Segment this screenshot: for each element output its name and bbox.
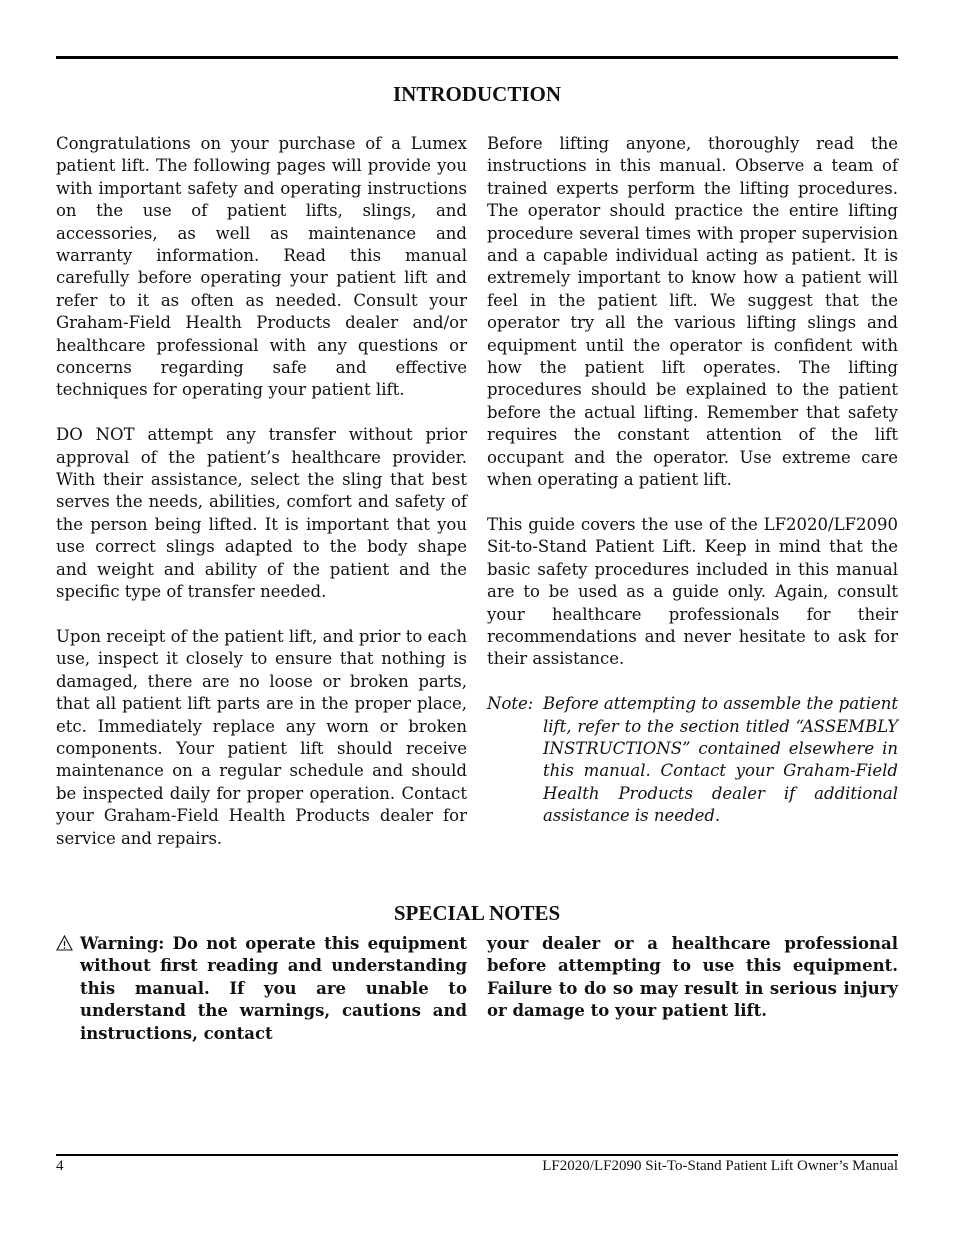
- intro-paragraph-5: This guide covers the use of the LF2020/LF2090 Sit-to-Stand Patient Lift. Keep in mind that the basic safety procedures included in this manual are to be used as a guide only. Again, consult your healthcare professionals for their recommendations and never hesitate to ask for their assistance.: [487, 514, 898, 669]
- page-number: 4: [56, 1158, 64, 1174]
- warning-right-column: [487, 933, 898, 1023]
- footer-title: LF2020/LF2090 Sit-To-Stand Patient Lift Owner’s Manual: [542, 1158, 898, 1174]
- intro-paragraph-1: Congratulations on your purchase of a Lumex patient lift. The following pages will provide you with important safety and operating instructions on the use of patient lifts, slings, and accessories, as well as maintenance and warranty information. Read this manual carefully before operating your patient lift and refer to it as often as needed. Consult your Graham-Field Health Products dealer and/or healthcare professional with any questions or concerns regarding safe and effective techniques for operating your patient lift.: [56, 134, 467, 400]
- note-label: Note:: [487, 694, 534, 714]
- intro-right-column: [487, 133, 898, 828]
- warning-left-column: [56, 933, 467, 1045]
- warning-text-right: your dealer or a healthcare professional before attempting to use this equipment. Failure to do so may result in serious injury or damage to your patient lift.: [487, 934, 898, 1021]
- intro-paragraph-3: Upon receipt of the patient lift, and prior to each use, inspect it closely to ensure that nothing is damaged, there are no loose or broken parts, that all patient lift parts are in the proper place, etc. Immediately replace any worn or broken components. Your patient lift should receive maintenance on a regular schedule and should be inspected daily for proper operation. Contact your Graham-Field Health Products dealer for service and repairs.: [56, 626, 467, 848]
- warning-text-left: Warning: Do not operate this equipment without first reading and understanding this manual. If you are unable to understand the warnings, cautions and instructions, contact: [80, 934, 467, 1043]
- intro-paragraph-4: Before lifting anyone, thoroughly read the instructions in this manual. Observe a team of trained experts perform the lifting procedures. The operator should practice the entire lifting procedure several times with proper supervision and a capable individual acting as patient. It is extremely important to know how a patient will feel in the patient lift. We suggest that the operator try all the various lifting slings and equipment until the operator is confident with how the patient lift operates. The lifting procedures should be explained to the patient before the actual lifting. Remember that safety requires the constant attention of the lift occupant and the operator. Use extreme care when operating a patient lift.: [487, 134, 898, 490]
- intro-left-column: [56, 133, 467, 872]
- intro-paragraph-2: DO NOT attempt any transfer without prior approval of the patient’s healthcare provider. With their assistance, select the sling that best serves the needs, abilities, comfort and safety of the person being lifted. It is important that you use correct slings adapted to the body shape and weight and ability of the patient and the specific type of transfer needed.: [56, 425, 467, 602]
- note-text: Before attempting to assemble the patient lift, refer to the section titled “ASSEMBLY INSTRUCTIONS” contained elsewhere in this manual. Contact your Graham-Field Health Products dealer if additional assistance is needed.: [543, 694, 898, 826]
- warning-triangle-icon: [56, 933, 80, 1045]
- top-rule: [56, 56, 898, 59]
- assembly-note: [487, 693, 898, 827]
- introduction-heading: INTRODUCTION: [392, 82, 562, 106]
- special-notes-heading: SPECIAL NOTES: [393, 901, 561, 925]
- bottom-rule: [56, 1154, 898, 1156]
